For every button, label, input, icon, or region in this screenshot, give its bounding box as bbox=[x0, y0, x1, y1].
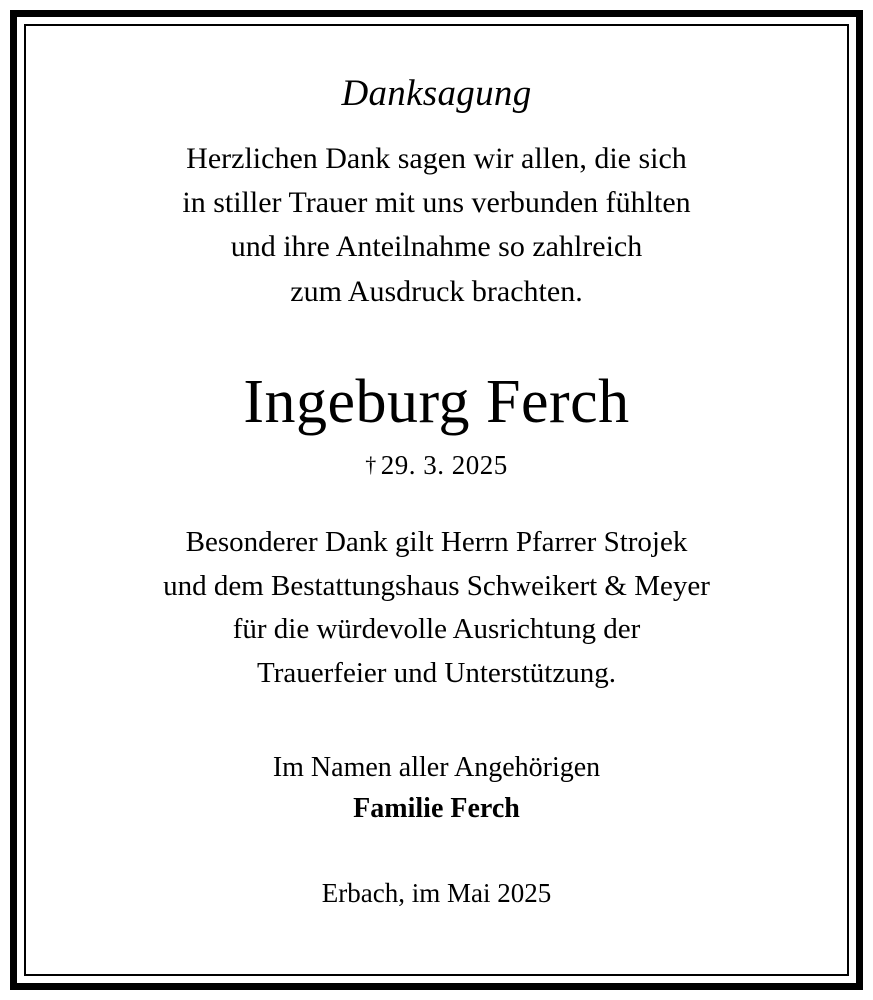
thanks-text bbox=[163, 521, 710, 695]
intro-text bbox=[182, 137, 690, 315]
intro-line-3: und ihre Anteilnahme so zahlreich bbox=[230, 230, 643, 264]
death-date: 29. 3. 2025 bbox=[380, 450, 508, 481]
notice-heading: Danksagung bbox=[341, 73, 532, 114]
intro-line-2: in stiller Trauer mit uns verbunden fühlten bbox=[182, 186, 691, 220]
inner-border bbox=[24, 24, 849, 976]
family-name: Familie Ferch bbox=[353, 792, 520, 824]
place-date: Erbach, im Mai 2025 bbox=[321, 878, 552, 909]
outer-border bbox=[10, 10, 863, 990]
cross-icon: † bbox=[365, 452, 377, 478]
death-date-line bbox=[365, 450, 508, 481]
deceased-name: Ingeburg Ferch bbox=[243, 368, 630, 437]
thanks-line-4: Trauerfeier und Unterstützung. bbox=[257, 656, 616, 689]
intro-line-4: zum Ausdruck brachten. bbox=[290, 274, 583, 308]
closing-line: Im Namen aller Angehörigen bbox=[272, 752, 601, 784]
thanks-line-2: und dem Bestattungshaus Schweikert & Meyer bbox=[163, 569, 710, 602]
intro-line-1: Herzlichen Dank sagen wir allen, die sich bbox=[186, 141, 687, 175]
thanks-line-1: Besonderer Dank gilt Herrn Pfarrer Strojek bbox=[185, 526, 688, 559]
thanks-line-3: für die würdevolle Ausrichtung der bbox=[232, 613, 641, 646]
